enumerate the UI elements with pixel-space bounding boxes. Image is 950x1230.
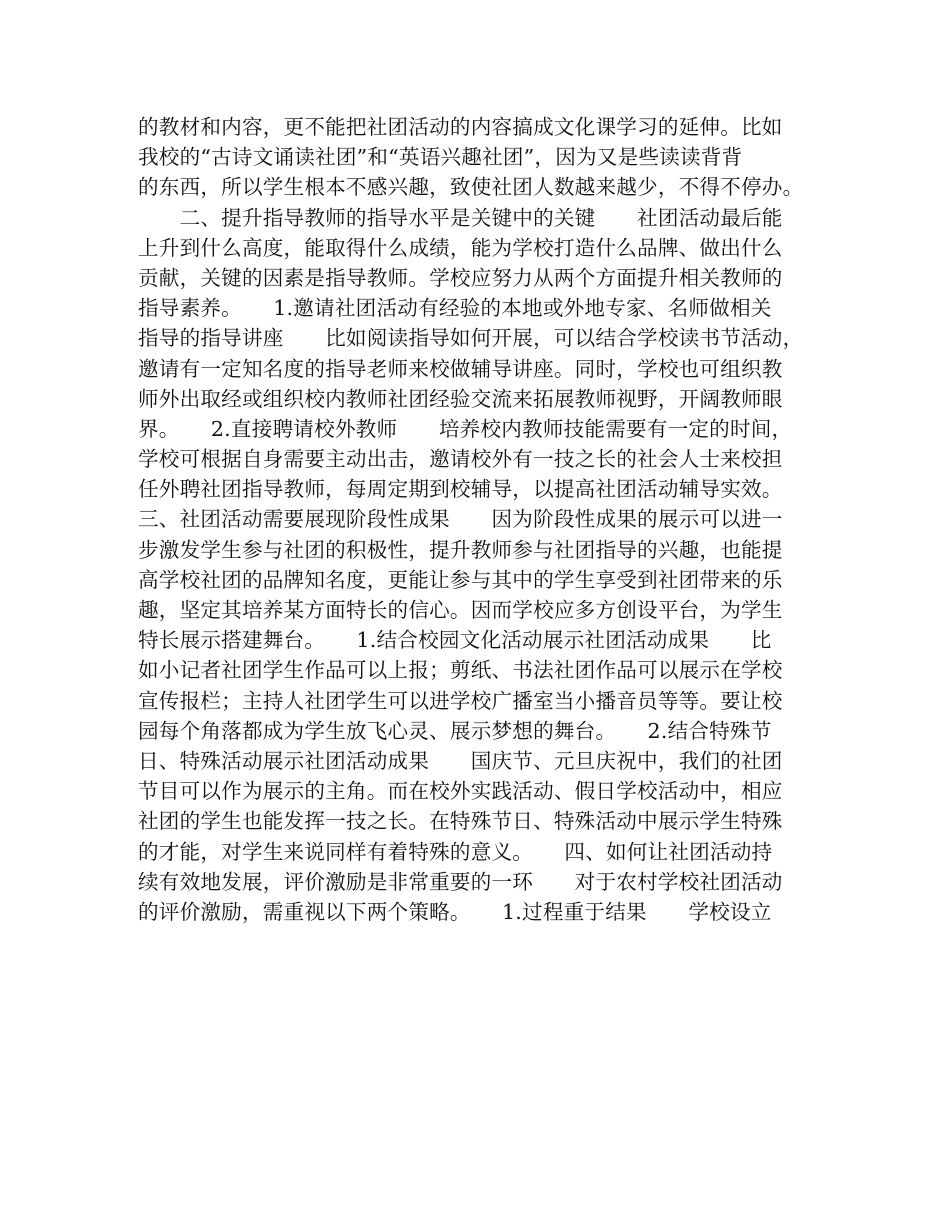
text-line: 步激发学生参与社团的积极性，提升教师参与社团指导的兴趣，也能提 [138, 537, 783, 562]
text-line: 特长展示搭建舞台。 1.结合校园文化活动展示社团活动成果 比 [138, 628, 772, 653]
text-line: 我校的“古诗文诵读社团”和“英语兴趣社团”，因为又是些读读背背 [138, 145, 743, 170]
text-line: 三、社团活动需要展现阶段性成果 因为阶段性成果的展示可以进一 [138, 507, 783, 532]
text-line: 的教材和内容，更不能把社团活动的内容搞成文化课学习的延伸。比如 [138, 115, 783, 139]
text-line: 的评价激励，需重视以下两个策略。 1.过程重于结果 学校设立 [138, 899, 772, 924]
text-line: 邀请有一定知名度的指导老师来校做辅导讲座。同时，学校也可组织教 [138, 356, 783, 381]
text-line: 如小记者社团学生作品可以上报；剪纸、书法社团作品可以展示在学校 [138, 658, 783, 683]
text-line: 的东西，所以学生根本不感兴趣，致使社团人数越来越少，不得不停办。 [138, 175, 804, 200]
text-line: 续有效地发展，评价激励是非常重要的一环 对于农村学校社团活动 [138, 869, 783, 894]
text-line: 宣传报栏；主持人社团学生可以进学校广播室当小播音员等等。要让校 [138, 688, 783, 713]
text-line: 二、提升指导教师的指导水平是关键中的关键 社团活动最后能 [138, 205, 783, 230]
text-line: 的才能，对学生来说同样有着特殊的意义。 四、如何让社团活动持 [138, 839, 773, 864]
body-text [138, 112, 818, 927]
text-line: 上升到什么高度，能取得什么成绩，能为学校打造什么品牌、做出什么 [138, 235, 783, 260]
text-line: 指导素养。 1.邀请社团活动有经验的本地或外地专家、名师做相关 [138, 296, 772, 321]
text-line: 趣，坚定其培养某方面特长的信心。因而学校应多方创设平台，为学生 [138, 598, 783, 622]
text-line: 园每个角落都成为学生放飞心灵、展示梦想的舞台。 2.结合特殊节 [138, 718, 772, 743]
text-line: 贡献，关键的因素是指导教师。学校应努力从两个方面提升相关教师的 [138, 265, 783, 290]
text-line: 社团的学生也能发挥一技之长。在特殊节日、特殊活动中展示学生特殊 [138, 809, 783, 834]
text-line: 界。 2.直接聘请校外教师 培养校内教师技能需要有一定的时间， [138, 416, 793, 441]
text-line: 日、特殊活动展示社团活动成果 国庆节、元旦庆祝中，我们的社团 [138, 748, 783, 773]
text-line: 节目可以作为展示的主角。而在校外实践活动、假日学校活动中，相应 [138, 779, 783, 804]
text-line: 学校可根据自身需要主动出击，邀请校外有一技之长的社会人士来校担 [138, 447, 783, 472]
text-line: 任外聘社团指导教师，每周定期到校辅导，以提高社团活动辅导实效。 [138, 477, 783, 502]
text-line: 高学校社团的品牌知名度，更能让参与其中的学生享受到社团带来的乐 [138, 567, 783, 592]
text-line: 师外出取经或组织校内教师社团经验交流来拓展教师视野，开阔教师眼 [138, 386, 783, 411]
text-line: 指导的指导讲座 比如阅读指导如何开展，可以结合学校读书节活动， [138, 326, 804, 351]
